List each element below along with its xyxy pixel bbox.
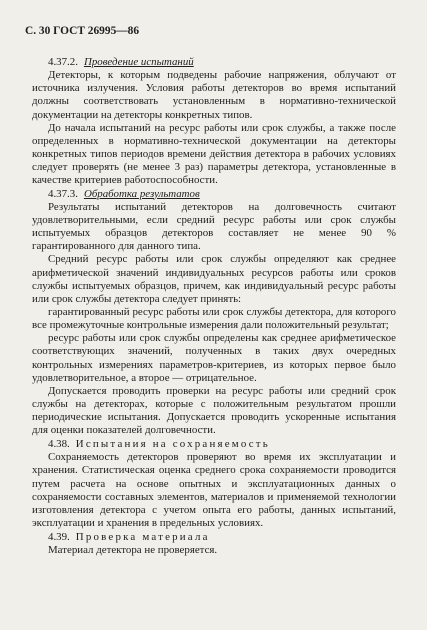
subsection-title: Проведение испытаний	[83, 56, 194, 68]
paragraph: Результаты испытаний детекторов на долговечность считают удовлетворительными, если средний ресурс работы или срок службы испытуемых образцов детекторов составляет не менее 90 % гарантированного для данного типа.	[32, 200, 396, 253]
paragraph: ресурс работы или срок службы определены как среднее арифметическое соответствующих значений, полученных в таких двух очередных контрольных измерениях параметров-критериев, из которых первое было удовлетворительное, а второе — отрицательное.	[32, 332, 396, 384]
page-header: С. 30 ГОСТ 26995—86	[25, 25, 140, 37]
section-title: Проверка материала	[75, 530, 210, 543]
paragraph: Допускается проводить проверки на ресурс работы или средний срок службы на детекторах, которые с положительным результатом прошли периодические испытания. Допускается проводить ускоренные испытания для оценки показателей долговечности.	[32, 384, 396, 437]
paragraph: Детекторы, к которым подведены рабочие напряжения, облучают от источника излучения. Условия работы детекторов во время испытаний должны соответствовать установленным в нормативно-технической документации на детекторы конкретных типов.	[32, 69, 396, 121]
paragraph: Средний ресурс работы или срок службы определяют как среднее арифметической значений индивидуальных ресурсов работы или сроков службы испытуемых образцов, причем, как индивидуальный ресурс работы или срок службы детектора следует принять:	[32, 253, 396, 305]
paragraph: До начала испытаний на ресурс работы или срок службы, а также после определенных в нормативно-технической документации на детекторы конкретных типов периодов времени действия детектора в рабочих условиях следует проверять (не менее 3 раз) параметры детектора, установленные в качестве критериев работоспособности.	[32, 121, 396, 187]
subsection-number: 4.37.2.	[48, 56, 78, 68]
paragraph: Материал детектора не проверяется.	[48, 543, 218, 556]
subsection-heading	[32, 188, 396, 201]
section-number: 4.39.	[48, 530, 70, 543]
subsection-title: Обработка результатов	[83, 187, 200, 200]
subsection-number: 4.37.3.	[48, 187, 78, 200]
paragraph: Сохраняемость детекторов проверяют во время их эксплуатации и хранения. Статистическая оценка среднего срока сохраняемости проводится путем расчета на основе опытных и эксплуатационных данных о сохраняемости составных элементов, материалов и применяемой технологии изготовления детектора с учетом опыта его работы, данных испытаний, эксплуатации и хранения в предельных условиях.	[32, 451, 396, 529]
paragraph: гарантированный ресурс работы или срок службы детектора, для которого все промежуточные контрольные измерения дали положительный результат;	[32, 305, 396, 332]
section-number: 4.38.	[48, 438, 70, 451]
section-heading	[32, 531, 396, 544]
section-heading	[32, 438, 396, 451]
document-body	[32, 56, 396, 557]
subsection-heading	[32, 56, 396, 69]
section-title: Испытания на сохраняемость	[75, 438, 270, 451]
